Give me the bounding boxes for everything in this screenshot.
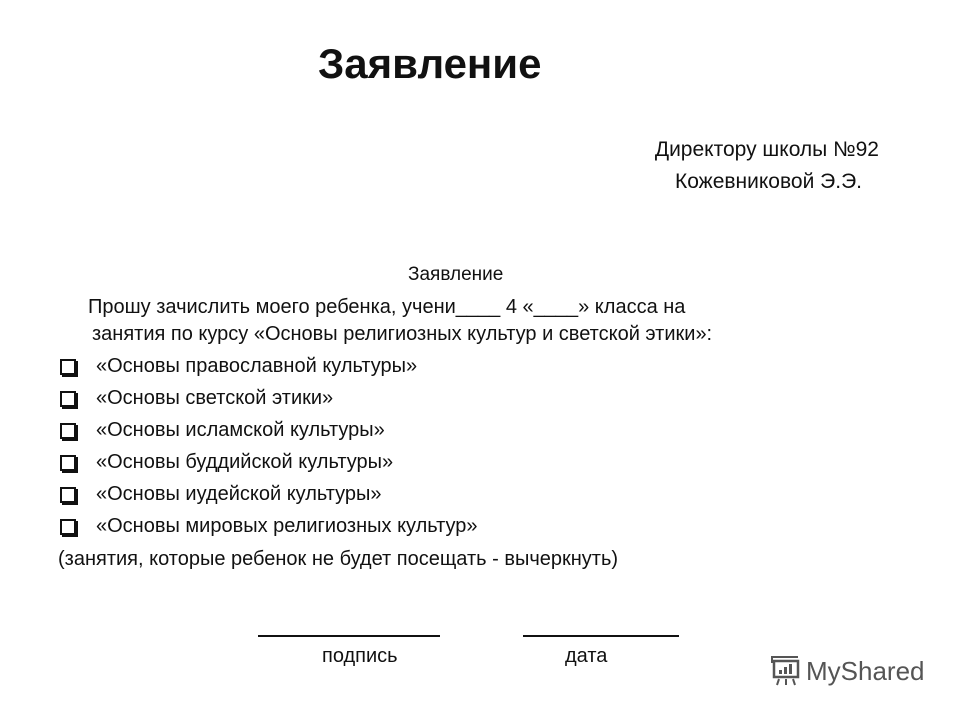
option-item bbox=[56, 387, 333, 410]
checkbox-icon[interactable] bbox=[60, 391, 76, 407]
option-label: «Основы буддийской культуры» bbox=[96, 451, 394, 473]
option-label: «Основы исламской культуры» bbox=[96, 419, 385, 441]
option-item bbox=[56, 451, 393, 474]
option-item bbox=[56, 515, 478, 538]
date-label: дата bbox=[565, 645, 608, 667]
body-line-1: Прошу зачислить моего ребенка, учени____ 4 «____» класса на bbox=[88, 296, 686, 318]
subtitle: Заявление bbox=[408, 264, 504, 285]
option-label: «Основы светской этики» bbox=[96, 387, 334, 409]
option-label: «Основы православной культуры» bbox=[96, 355, 418, 377]
date-line[interactable] bbox=[523, 635, 679, 637]
checkbox-icon[interactable] bbox=[60, 519, 76, 535]
addressee-line-2: Кожевниковой Э.Э. bbox=[674, 170, 862, 193]
watermark-logo bbox=[768, 655, 925, 687]
signature-label: подпись bbox=[322, 645, 398, 667]
checkbox-icon[interactable] bbox=[60, 487, 76, 503]
option-item bbox=[56, 483, 382, 506]
presentation-board-icon bbox=[768, 655, 802, 687]
option-item bbox=[56, 419, 385, 442]
checkbox-icon[interactable] bbox=[60, 455, 76, 471]
watermark-text: MyShared bbox=[806, 655, 925, 686]
signature-line[interactable] bbox=[258, 635, 440, 637]
option-label: «Основы мировых религиозных культур» bbox=[96, 515, 478, 537]
checkbox-icon[interactable] bbox=[60, 359, 76, 375]
option-item bbox=[56, 355, 417, 378]
body-line-2: занятия по курсу «Основы религиозных культур и светской этики»: bbox=[92, 323, 713, 345]
page-title: Заявление bbox=[318, 40, 542, 87]
note: (занятия, которые ребенок не будет посещать - вычеркнуть) bbox=[58, 548, 619, 570]
addressee-line-1: Директору школы №92 bbox=[654, 138, 879, 161]
option-label: «Основы иудейской культуры» bbox=[96, 483, 382, 505]
checkbox-icon[interactable] bbox=[60, 423, 76, 439]
